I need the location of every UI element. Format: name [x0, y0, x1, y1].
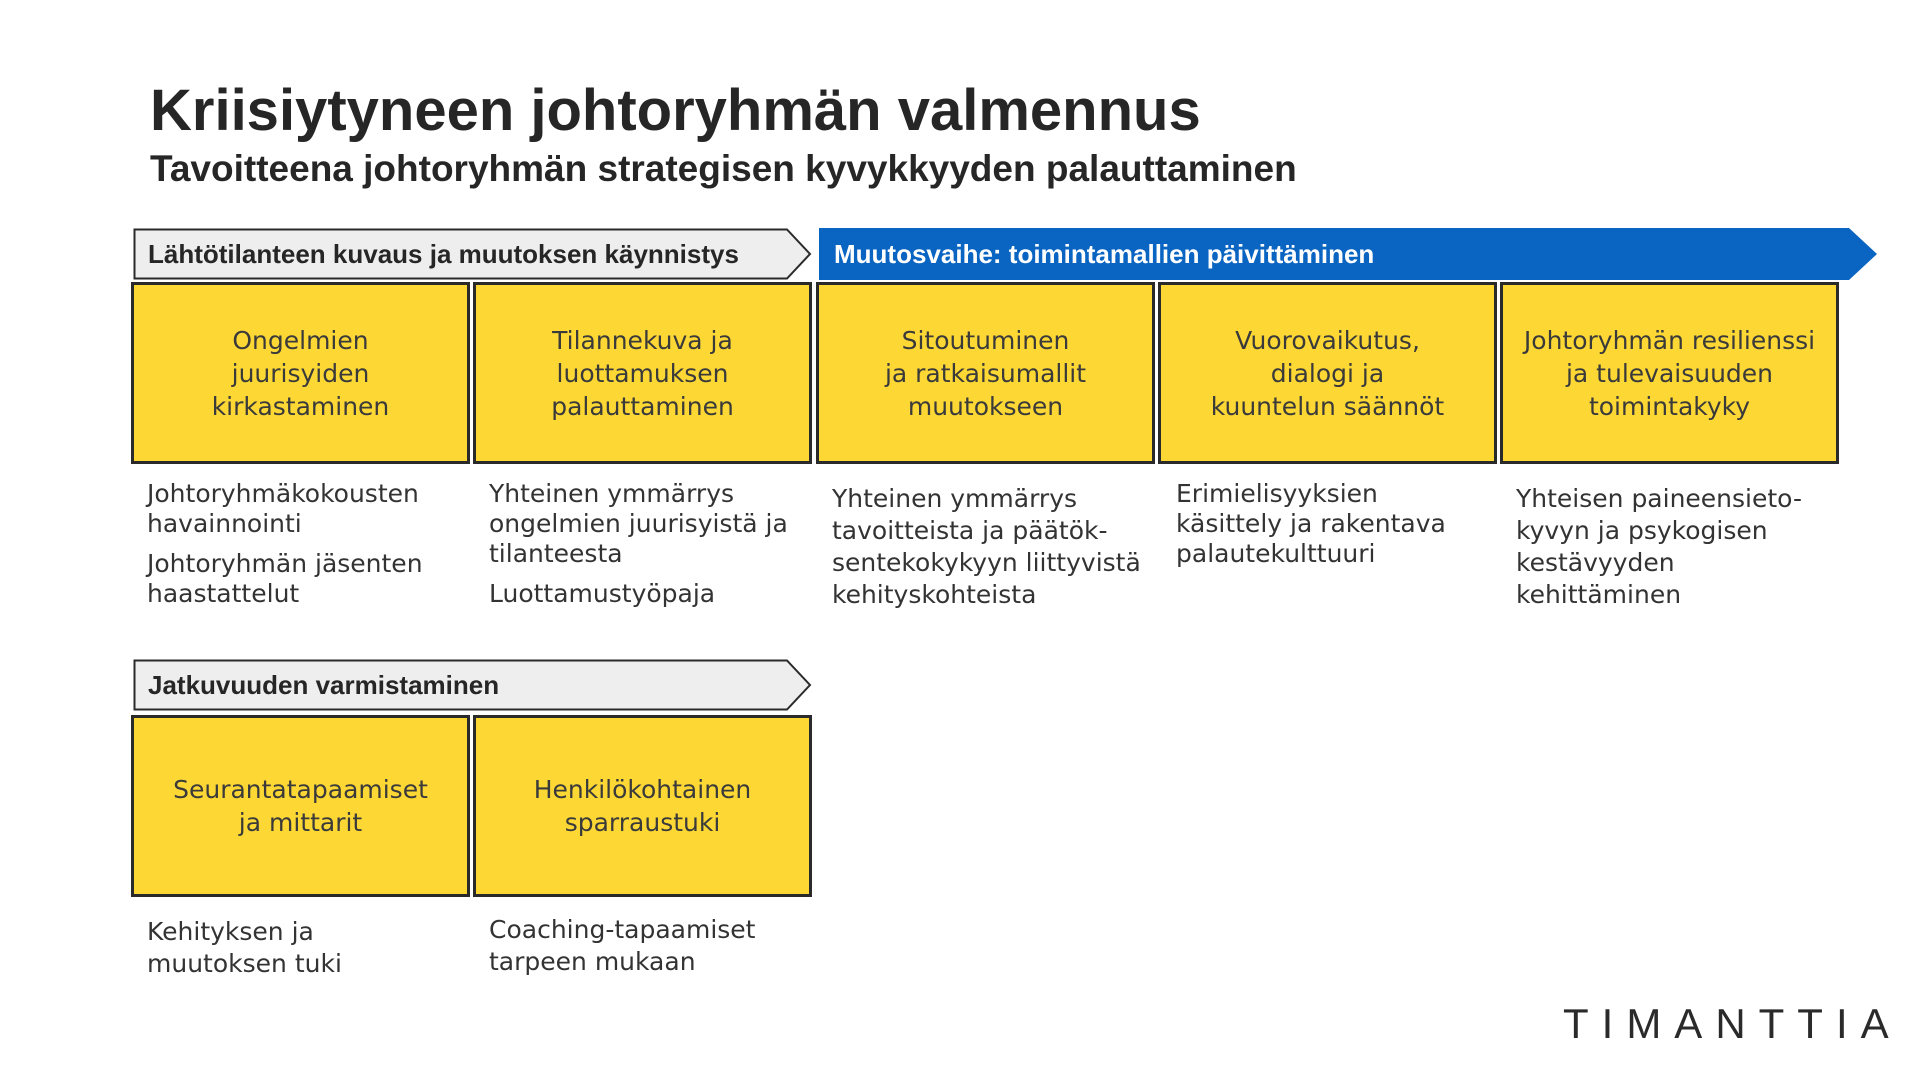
phase-arrow-continuity: [133, 659, 813, 711]
step-box: [131, 282, 470, 464]
step-description: Coaching-tapaamiset tarpeen mukaan: [489, 915, 756, 976]
step-box-text: Seurantatapaamiset ja mittarit: [173, 775, 428, 837]
step-box-text: Henkilökohtainen sparraustuki: [533, 775, 752, 837]
step-box: [131, 715, 470, 897]
step-box-text: Sitoutuminen ja ratkaisumallit muutokseen: [884, 325, 1087, 421]
step-box: [1158, 282, 1497, 464]
step-description: Erimielisyyksien käsittely ja rakentava palautekulttuuri: [1176, 479, 1446, 568]
phase-label-change: Muutosvaihe: toimintamallien päivittäminen: [834, 238, 1375, 269]
step-box: [473, 715, 812, 897]
step-box: [816, 282, 1155, 464]
step-description: Yhteinen ymmärrys ongelmien juurisyistä ja tilanteesta Luottamustyöpaja: [489, 479, 788, 608]
timanttia-logo: TIMANTTIA: [1563, 1000, 1902, 1047]
step-box: [473, 282, 812, 464]
phase-label-start: Lähtötilanteen kuvaus ja muutoksen käynnistys: [148, 238, 739, 269]
step-box: [1500, 282, 1839, 464]
step-description: Yhteinen ymmärrys tavoitteista ja päätök- sentekokykyyn liittyvistä kehityskohteista: [832, 484, 1141, 609]
step-box-text: Johtoryhmän resilienssi ja tulevaisuuden toimintakyky: [1523, 325, 1816, 421]
phase-arrow-start: [133, 228, 813, 280]
page-title: Kriisiytyneen johtoryhmän valmennus: [150, 78, 1201, 143]
step-box-text: Ongelmien juurisyiden kirkastaminen: [211, 325, 390, 421]
step-description: Kehityksen ja muutoksen tuki: [147, 917, 342, 978]
step-description: Yhteisen paineensieto- kyvyn ja psykogisen kestävyyden kehittäminen: [1516, 484, 1802, 609]
step-box-text: Tilannekuva ja luottamuksen palauttaminen: [551, 325, 734, 421]
step-box-text: Vuorovaikutus, dialogi ja kuuntelun säännöt: [1210, 325, 1445, 421]
phase-label-continuity: Jatkuvuuden varmistaminen: [148, 669, 500, 700]
page-subtitle: Tavoitteena johtoryhmän strategisen kyvykkyyden palauttaminen: [150, 148, 1297, 189]
step-description: Johtoryhmäkokousten havainnointi Johtoryhmän jäsenten haastattelut: [147, 479, 423, 608]
phase-arrow-change: [819, 228, 1877, 280]
